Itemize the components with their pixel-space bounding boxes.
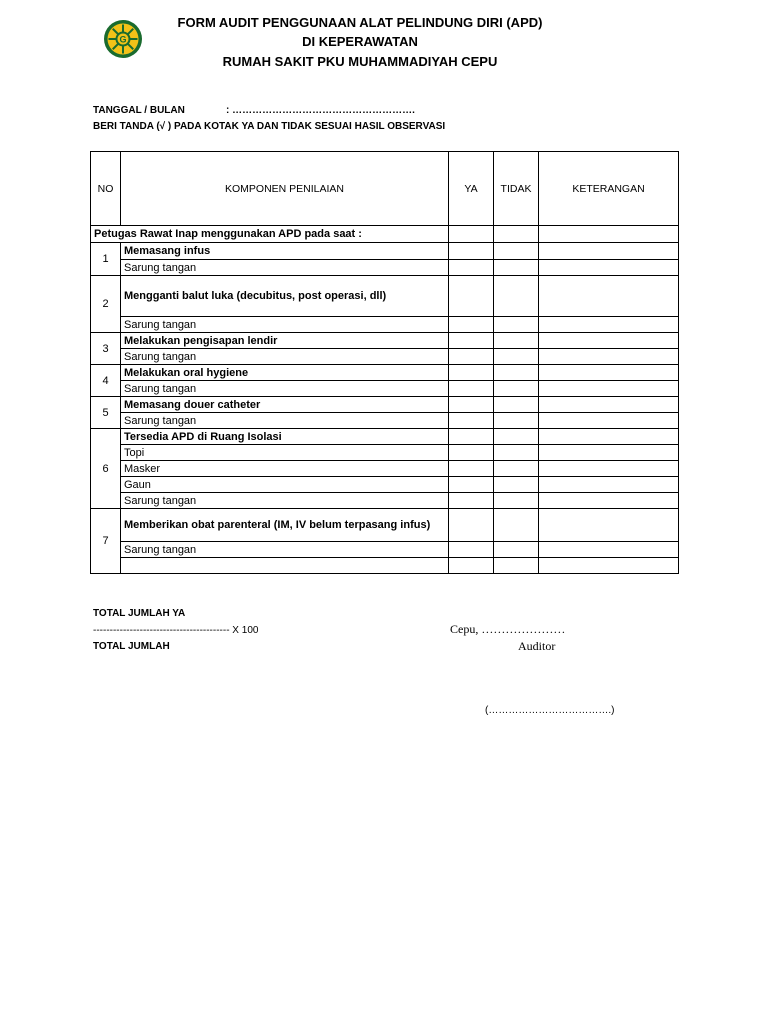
hospital-name: RUMAH SAKIT PKU MUHAMMADIYAH CEPU bbox=[222, 54, 498, 69]
table-row bbox=[91, 381, 679, 397]
auditor-label: Auditor bbox=[518, 639, 556, 653]
item-number: 7 bbox=[91, 509, 121, 574]
header-keterangan: KETERANGAN bbox=[539, 152, 679, 226]
table-row bbox=[91, 413, 679, 429]
table-row bbox=[91, 397, 679, 413]
keterangan-cell[interactable] bbox=[539, 226, 679, 243]
keterangan-cell[interactable] bbox=[539, 493, 679, 509]
table-row bbox=[91, 493, 679, 509]
ya-cell[interactable] bbox=[449, 445, 494, 461]
ya-cell[interactable] bbox=[449, 429, 494, 445]
section-label: Petugas Rawat Inap menggunakan APD pada saat : bbox=[91, 226, 449, 243]
tidak-cell[interactable] bbox=[494, 493, 539, 509]
place-date: Cepu, ………………… bbox=[450, 622, 566, 636]
keterangan-cell[interactable] bbox=[539, 333, 679, 349]
ya-cell[interactable] bbox=[449, 243, 494, 260]
keterangan-cell[interactable] bbox=[539, 461, 679, 477]
table-row bbox=[91, 260, 679, 276]
table-row bbox=[91, 542, 679, 558]
item-main-label: Tersedia APD di Ruang Isolasi bbox=[121, 429, 449, 445]
ya-cell[interactable] bbox=[449, 477, 494, 493]
tidak-cell[interactable] bbox=[494, 461, 539, 477]
tidak-cell[interactable] bbox=[494, 413, 539, 429]
table-row bbox=[91, 558, 679, 574]
tidak-cell[interactable] bbox=[494, 558, 539, 574]
item-number: 5 bbox=[91, 397, 121, 429]
keterangan-cell[interactable] bbox=[539, 445, 679, 461]
hospital-logo bbox=[103, 19, 143, 59]
item-main-label: Melakukan oral hygiene bbox=[121, 365, 449, 381]
ya-cell[interactable] bbox=[449, 493, 494, 509]
ya-cell[interactable] bbox=[449, 260, 494, 276]
tidak-cell[interactable] bbox=[494, 276, 539, 317]
table-row bbox=[91, 445, 679, 461]
keterangan-cell[interactable] bbox=[539, 260, 679, 276]
date-field-row bbox=[93, 104, 415, 117]
item-sub-label: Masker bbox=[121, 461, 449, 477]
item-main-label: Memasang douer catheter bbox=[121, 397, 449, 413]
ya-cell[interactable] bbox=[449, 413, 494, 429]
ya-cell[interactable] bbox=[449, 365, 494, 381]
item-number: 2 bbox=[91, 276, 121, 333]
logo-letter: G bbox=[119, 34, 127, 45]
total-ya-label: TOTAL JUMLAH YA bbox=[93, 608, 186, 619]
tidak-cell[interactable] bbox=[494, 542, 539, 558]
keterangan-cell[interactable] bbox=[539, 429, 679, 445]
header-component: KOMPONEN PENILAIAN bbox=[121, 152, 449, 226]
keterangan-cell[interactable] bbox=[539, 397, 679, 413]
table-row bbox=[91, 333, 679, 349]
ya-cell[interactable] bbox=[449, 542, 494, 558]
item-sub-label: Gaun bbox=[121, 477, 449, 493]
ya-cell[interactable] bbox=[449, 349, 494, 365]
ya-cell[interactable] bbox=[449, 381, 494, 397]
ya-cell[interactable] bbox=[449, 333, 494, 349]
keterangan-cell[interactable] bbox=[539, 542, 679, 558]
instruction-text: BERI TANDA (√ ) PADA KOTAK YA DAN TIDAK SESUAI HASIL OBSERVASI bbox=[93, 121, 446, 132]
item-number: 1 bbox=[91, 243, 121, 276]
header-ya: YA bbox=[449, 152, 494, 226]
ya-cell[interactable] bbox=[449, 276, 494, 317]
form-title: FORM AUDIT PENGGUNAAN ALAT PELINDUNG DIRI (APD) bbox=[177, 15, 543, 30]
section-row bbox=[91, 226, 679, 243]
audit-table bbox=[90, 151, 679, 574]
item-number: 6 bbox=[91, 429, 121, 509]
tidak-cell[interactable] bbox=[494, 477, 539, 493]
tidak-cell[interactable] bbox=[494, 445, 539, 461]
ya-cell[interactable] bbox=[449, 509, 494, 542]
keterangan-cell[interactable] bbox=[539, 317, 679, 333]
ya-cell[interactable] bbox=[449, 317, 494, 333]
item-sub-label: Sarung tangan bbox=[121, 381, 449, 397]
tidak-cell[interactable] bbox=[494, 397, 539, 413]
tidak-cell[interactable] bbox=[494, 365, 539, 381]
table-row bbox=[91, 429, 679, 445]
tidak-cell[interactable] bbox=[494, 333, 539, 349]
signature-line[interactable]: (……………………………….) bbox=[485, 705, 615, 716]
formula-divider: ----------------------------------------- X 100 bbox=[93, 625, 259, 636]
ya-cell[interactable] bbox=[449, 226, 494, 243]
empty-cell[interactable] bbox=[121, 558, 449, 574]
keterangan-cell[interactable] bbox=[539, 381, 679, 397]
tidak-cell[interactable] bbox=[494, 349, 539, 365]
item-number: 4 bbox=[91, 365, 121, 397]
table-row bbox=[91, 509, 679, 542]
table-row bbox=[91, 317, 679, 333]
item-main-label: Memberikan obat parenteral (IM, IV belum terpasang infus) bbox=[121, 509, 449, 542]
item-number: 3 bbox=[91, 333, 121, 365]
item-sub-label: Sarung tangan bbox=[121, 493, 449, 509]
keterangan-cell[interactable] bbox=[539, 477, 679, 493]
item-sub-label: Sarung tangan bbox=[121, 317, 449, 333]
table-row bbox=[91, 276, 679, 317]
keterangan-cell[interactable] bbox=[539, 365, 679, 381]
item-sub-label: Sarung tangan bbox=[121, 349, 449, 365]
tidak-cell[interactable] bbox=[494, 429, 539, 445]
table-row bbox=[91, 349, 679, 365]
ya-cell[interactable] bbox=[449, 461, 494, 477]
header-tidak: TIDAK bbox=[494, 152, 539, 226]
total-label: TOTAL JUMLAH bbox=[93, 641, 170, 652]
tidak-cell[interactable] bbox=[494, 509, 539, 542]
table-header-row bbox=[91, 152, 679, 226]
keterangan-cell[interactable] bbox=[539, 558, 679, 574]
header-no: NO bbox=[91, 152, 121, 226]
keterangan-cell[interactable] bbox=[539, 509, 679, 542]
item-sub-label: Sarung tangan bbox=[121, 260, 449, 276]
keterangan-cell[interactable] bbox=[539, 243, 679, 260]
ya-cell[interactable] bbox=[449, 397, 494, 413]
table-row bbox=[91, 243, 679, 260]
tidak-cell[interactable] bbox=[494, 226, 539, 243]
table-row bbox=[91, 477, 679, 493]
date-value[interactable]: : ………………………………………………. bbox=[226, 105, 415, 116]
table-row bbox=[91, 461, 679, 477]
keterangan-cell[interactable] bbox=[539, 413, 679, 429]
tidak-cell[interactable] bbox=[494, 260, 539, 276]
tidak-cell[interactable] bbox=[494, 243, 539, 260]
item-main-label: Memasang infus bbox=[121, 243, 449, 260]
item-sub-label: Topi bbox=[121, 445, 449, 461]
item-main-label: Mengganti balut luka (decubitus, post operasi, dll) bbox=[121, 276, 449, 317]
keterangan-cell[interactable] bbox=[539, 349, 679, 365]
table-row bbox=[91, 365, 679, 381]
item-sub-label: Sarung tangan bbox=[121, 413, 449, 429]
ya-cell[interactable] bbox=[449, 558, 494, 574]
tidak-cell[interactable] bbox=[494, 317, 539, 333]
form-subtitle: DI KEPERAWATAN bbox=[302, 34, 418, 49]
date-label: TANGGAL / BULAN bbox=[93, 105, 185, 116]
item-main-label: Melakukan pengisapan lendir bbox=[121, 333, 449, 349]
item-sub-label: Sarung tangan bbox=[121, 542, 449, 558]
tidak-cell[interactable] bbox=[494, 381, 539, 397]
keterangan-cell[interactable] bbox=[539, 276, 679, 317]
